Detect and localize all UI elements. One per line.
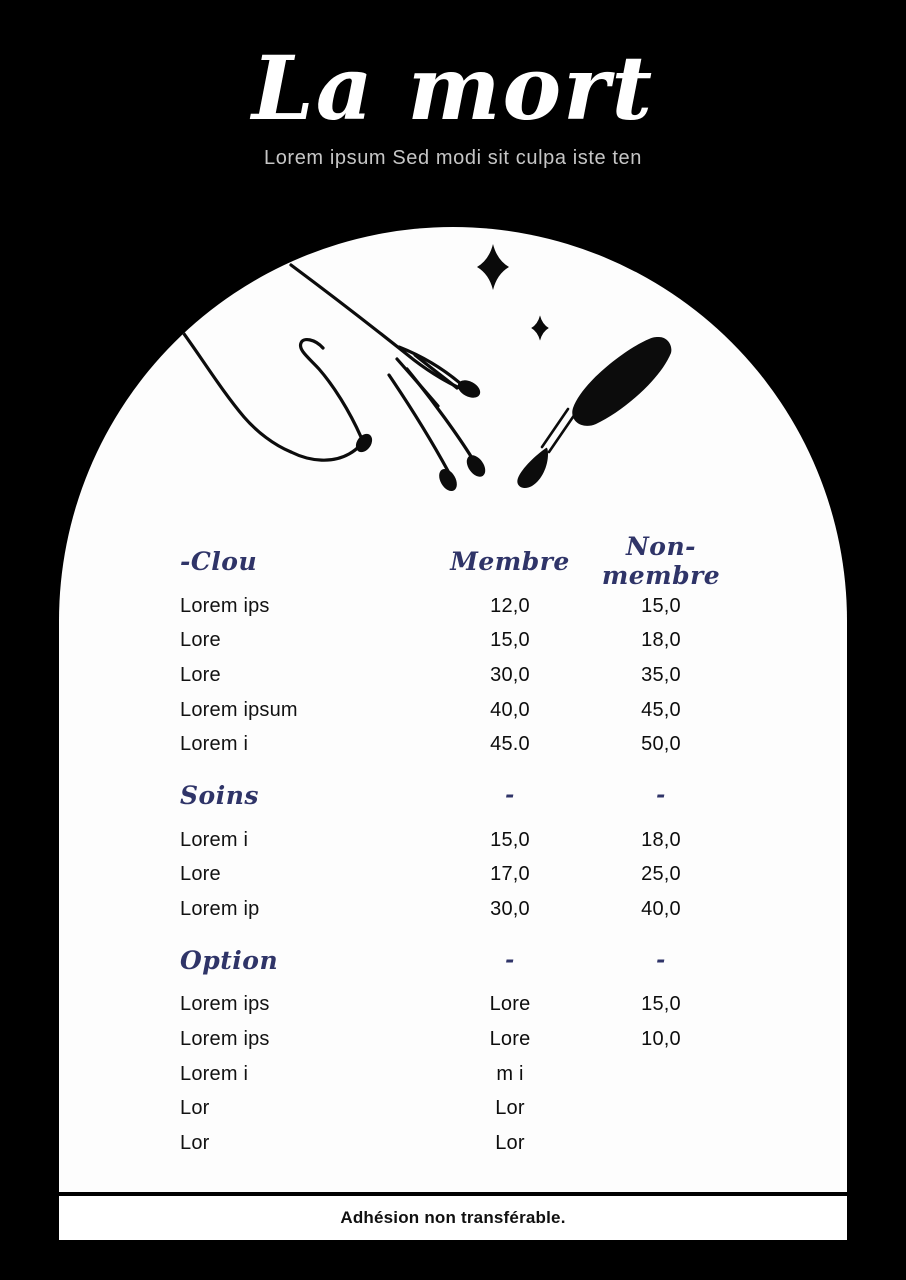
- non-member-column-header: -: [656, 782, 666, 809]
- table-row: [180, 823, 752, 858]
- member-price: m i: [496, 1062, 524, 1085]
- service-name: Lorem ips: [180, 993, 270, 1016]
- service-name: Lorem ips: [180, 594, 270, 617]
- price-table: [180, 532, 752, 1161]
- non-member-price: 10,0: [641, 1028, 681, 1051]
- table-row: [180, 858, 752, 893]
- member-price: 17,0: [490, 863, 530, 886]
- member-price: Lor: [495, 1132, 525, 1155]
- table-row: [180, 1092, 752, 1127]
- table-row: [180, 988, 752, 1023]
- member-column-header: -: [505, 947, 515, 974]
- table-row: [180, 589, 752, 624]
- table-row: [180, 727, 752, 762]
- table-row: [180, 658, 752, 693]
- non-member-price: 35,0: [641, 663, 681, 686]
- member-price: Lore: [489, 993, 531, 1016]
- member-price: 45.0: [490, 733, 530, 756]
- member-price: Lor: [495, 1097, 525, 1120]
- service-name: Lorem i: [180, 1062, 249, 1085]
- section-header-row: [180, 778, 752, 813]
- member-price: 30,0: [490, 663, 530, 686]
- table-row: [180, 892, 752, 927]
- sparkle-large-icon: [477, 244, 509, 290]
- section-label: Option: [180, 945, 279, 975]
- table-row: [180, 1057, 752, 1092]
- painted-nails: [353, 377, 489, 494]
- sparkle-small-icon: [531, 315, 549, 340]
- table-row: [180, 1126, 752, 1161]
- non-member-price: 18,0: [641, 828, 681, 851]
- section-header-row: [180, 943, 752, 978]
- section-label: Soins: [180, 780, 259, 810]
- non-member-price: 15,0: [641, 993, 681, 1016]
- non-member-price: 15,0: [641, 594, 681, 617]
- table-row: [180, 623, 752, 658]
- arch-panel: [59, 227, 847, 1240]
- member-price: Lore: [489, 1028, 531, 1051]
- service-name: Lorem ipsum: [180, 698, 298, 721]
- service-name: Lorem i: [180, 828, 249, 851]
- member-price: 15,0: [490, 629, 530, 652]
- service-name: Lorem i: [180, 733, 249, 756]
- non-member-price: 18,0: [641, 629, 681, 652]
- member-price: 12,0: [490, 594, 530, 617]
- service-name: Lor: [180, 1132, 210, 1155]
- table-row: [180, 1022, 752, 1057]
- service-name: Lore: [180, 663, 221, 686]
- service-name: Lorem ip: [180, 898, 260, 921]
- non-member-price: 50,0: [641, 733, 681, 756]
- header: [0, 0, 906, 170]
- service-name: Lore: [180, 863, 221, 886]
- page-subtitle: Lorem ipsum Sed modi sit culpa iste ten: [263, 147, 642, 170]
- member-price: 30,0: [490, 898, 530, 921]
- service-name: Lor: [180, 1097, 210, 1120]
- hand-line-art-icon: [167, 265, 472, 471]
- non-member-column-header: -: [656, 947, 666, 974]
- section-label: -Clou: [180, 546, 258, 576]
- service-name: Lore: [180, 629, 221, 652]
- page-title: La mort: [251, 36, 655, 140]
- footer-bar: [59, 1192, 847, 1240]
- nail-polish-brush-icon: [517, 337, 671, 488]
- hand-polish-illustration: [59, 227, 847, 537]
- member-price: 40,0: [490, 698, 530, 721]
- member-column-header: -: [505, 782, 515, 809]
- non-member-price: 40,0: [641, 898, 681, 921]
- member-column-header: Membre: [450, 546, 570, 576]
- section-header-row: [180, 532, 752, 591]
- footer-note: Adhésion non transférable.: [340, 1208, 566, 1227]
- service-name: Lorem ips: [180, 1028, 270, 1051]
- non-member-price: 25,0: [641, 863, 681, 886]
- table-row: [180, 693, 752, 728]
- non-member-column-header: Non-membre: [601, 532, 721, 591]
- member-price: 15,0: [490, 828, 530, 851]
- non-member-price: 45,0: [641, 698, 681, 721]
